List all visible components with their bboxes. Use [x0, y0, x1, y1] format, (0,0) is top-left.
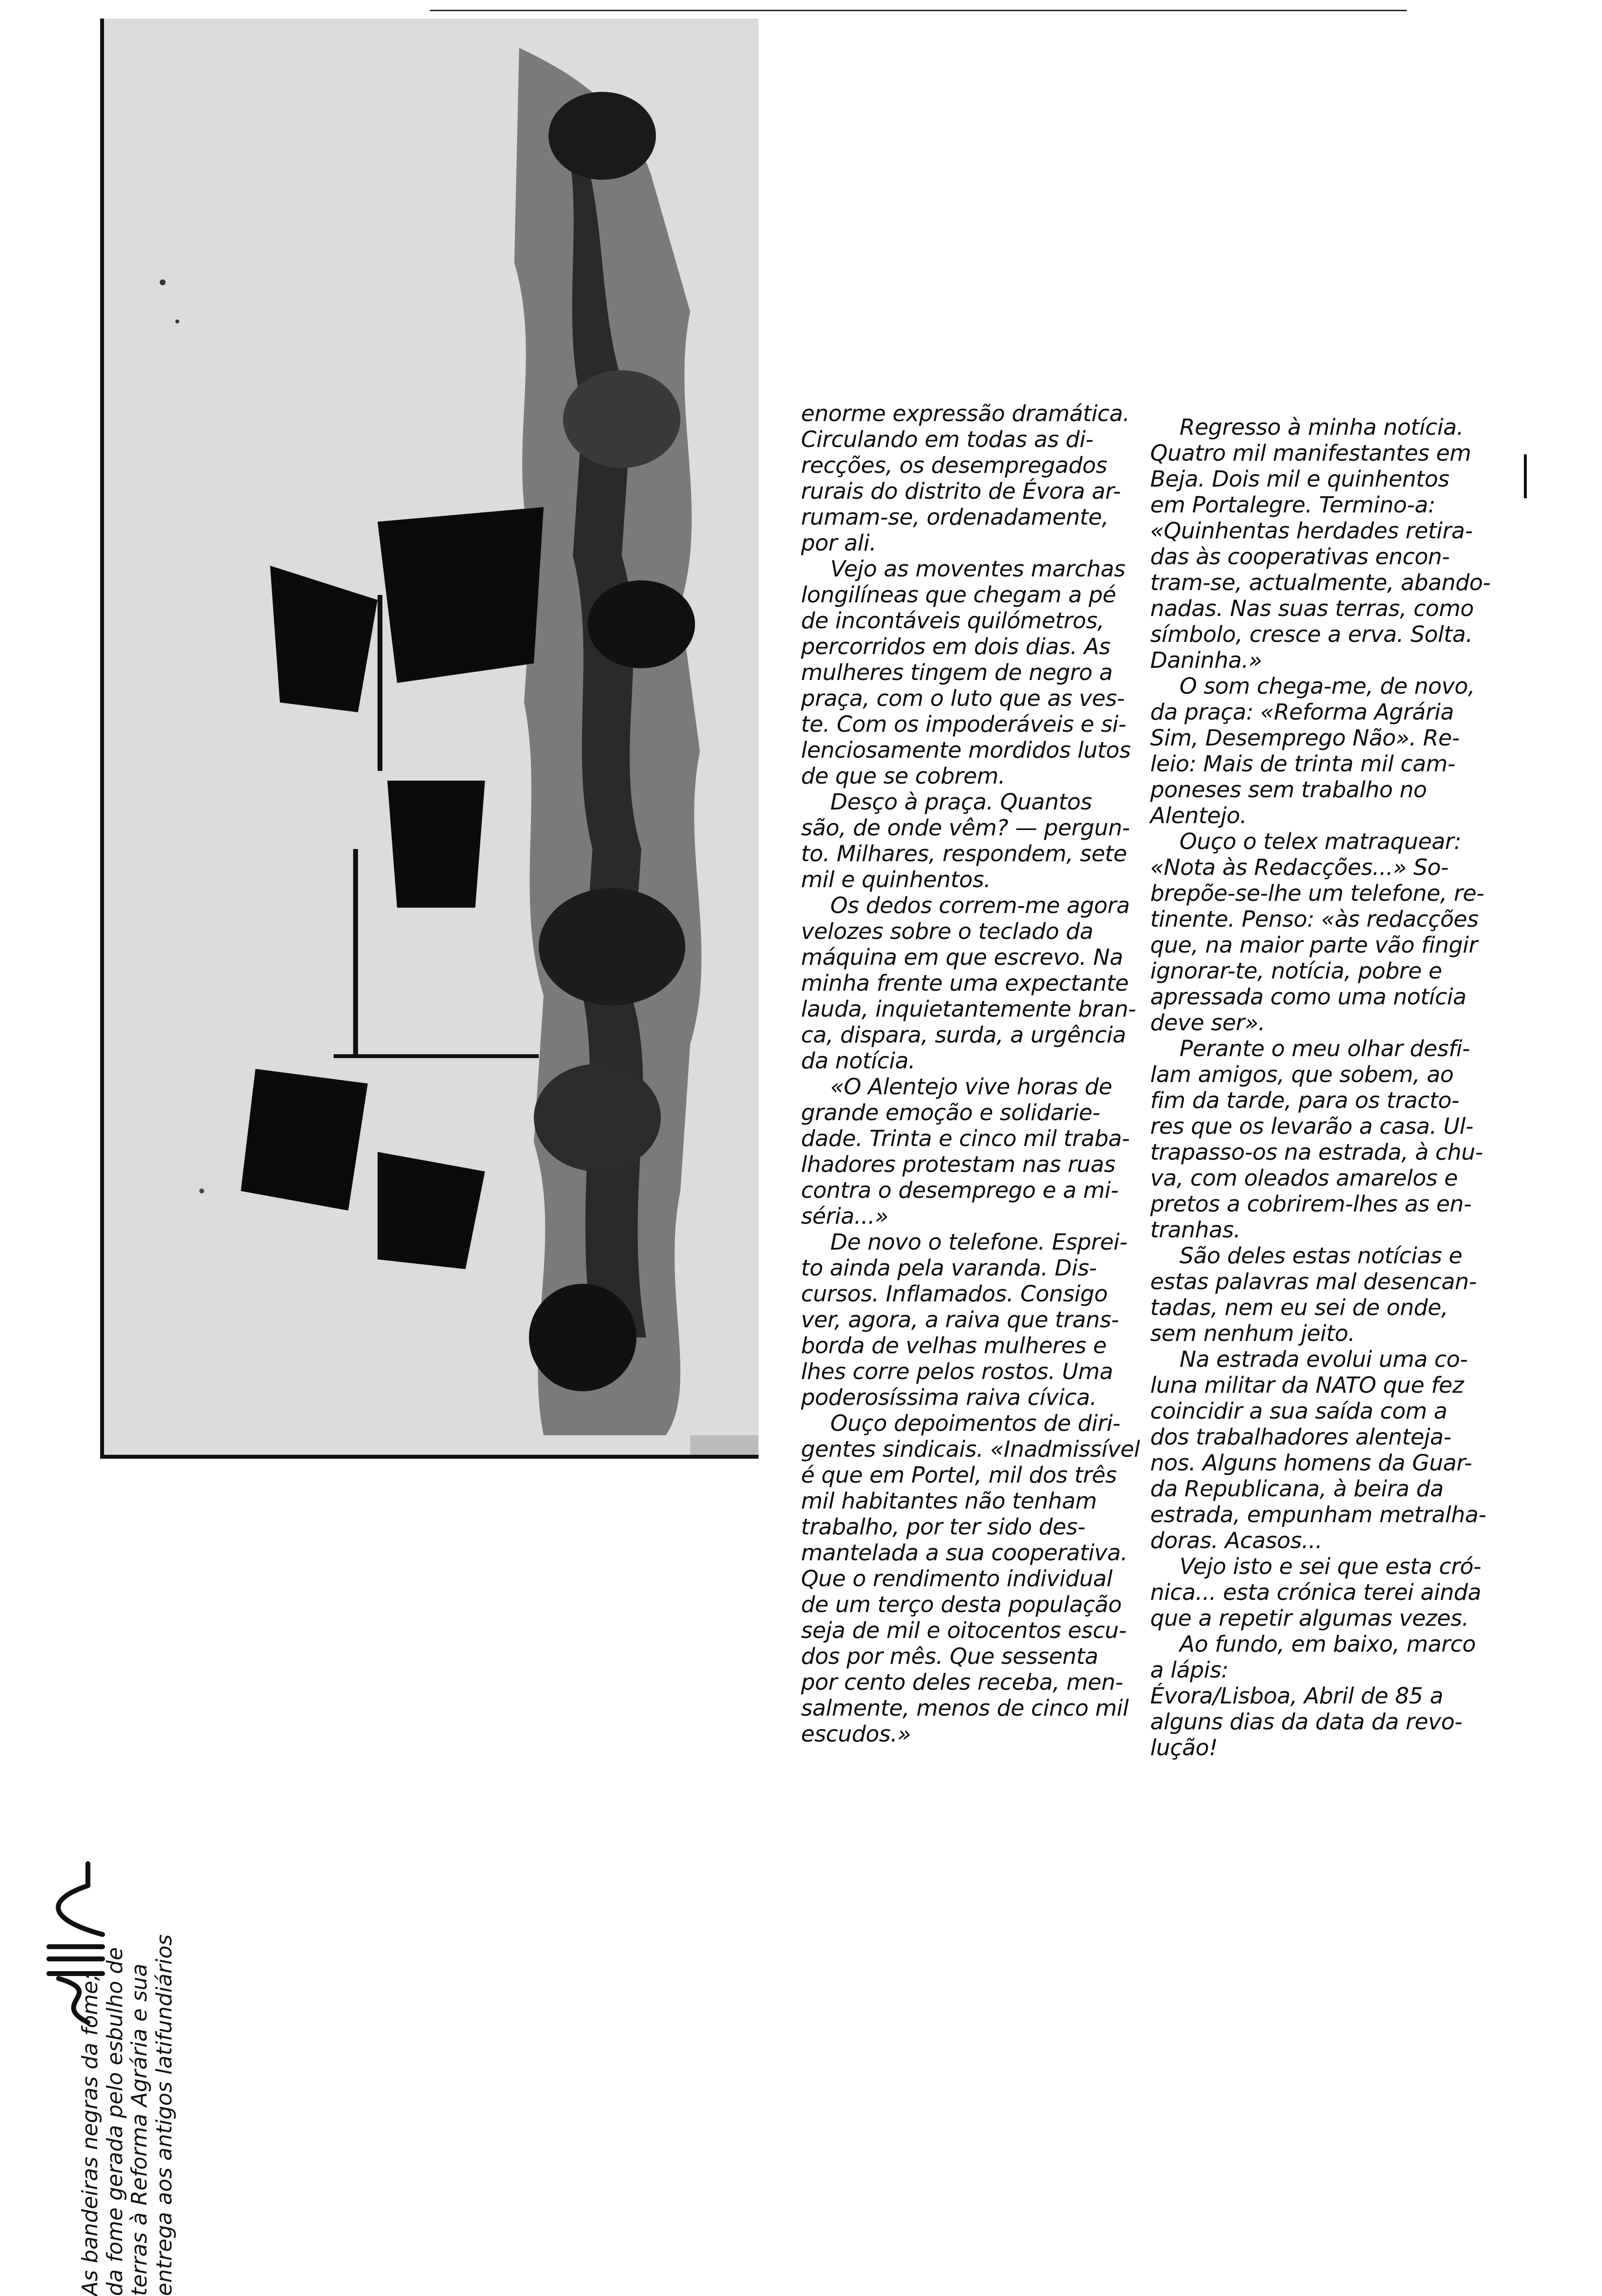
caption-line: terras à Reforma Agrária e sua — [127, 1963, 152, 2296]
text-line: alguns dias da data da revo- — [1150, 1709, 1462, 1735]
text-line: de um terço desta população — [801, 1592, 1122, 1617]
caption-line: da fome gerada pelo esbulho de — [102, 1947, 127, 2296]
text-line: fim da tarde, para os tracto- — [1150, 1087, 1459, 1113]
text-line: São deles estas notícias e — [1180, 1243, 1462, 1269]
text-line: Vejo isto e sei que esta cró- — [1180, 1553, 1481, 1579]
text-line: minha frente uma expectante — [801, 970, 1129, 996]
text-line: tram-se, actualmente, abando- — [1150, 570, 1491, 595]
caption-line: entrega aos antigos latifundiários — [151, 1934, 177, 2296]
text-line: Os dedos correm-me agora — [830, 893, 1130, 918]
text-line: velozes sobre o teclado da — [801, 918, 1094, 944]
text-line: mantelada a sua cooperativa. — [801, 1540, 1128, 1566]
text-line: tadas, nem eu sei de onde, — [1150, 1295, 1448, 1320]
article-column-1 — [801, 401, 1143, 1747]
text-line: são, de onde vêm? — pergun- — [801, 815, 1130, 841]
text-line: Que o rendimento individual — [801, 1566, 1113, 1592]
text-line: sem nenhum jeito. — [1150, 1320, 1355, 1346]
text-line: estrada, empunham metralha- — [1150, 1502, 1486, 1528]
text-line: por ali. — [801, 530, 877, 556]
text-line: «Nota às Redacções...» So- — [1150, 854, 1449, 880]
caption-line: As bandeiras negras da fome; — [78, 1974, 103, 2296]
text-line: em Portalegre. Termino-a: — [1150, 492, 1435, 518]
text-line: gentes sindicais. «Inadmissível — [801, 1436, 1140, 1462]
scan-line-top — [430, 10, 1407, 11]
text-line: Sim, Desemprego Não». Re- — [1150, 725, 1460, 751]
text-line: é que em Portel, mil dos três — [801, 1462, 1117, 1488]
text-line: lhadores protestam nas ruas — [801, 1151, 1116, 1177]
text-line: de que se cobrem. — [801, 763, 1006, 789]
text-line: nica... esta crónica terei ainda — [1150, 1579, 1481, 1605]
text-line: que a repetir algumas vezes. — [1150, 1605, 1469, 1631]
text-line: O som chega-me, de novo, — [1180, 673, 1475, 699]
text-line: brepõe-se-lhe um telefone, re- — [1150, 880, 1484, 906]
text-line: poneses sem trabalho no — [1150, 777, 1427, 803]
text-line: va, com oleados amarelos e — [1150, 1165, 1458, 1191]
text-line: dos trabalhadores alenteja- — [1150, 1424, 1452, 1450]
text-line: das às cooperativas encon- — [1150, 544, 1450, 570]
text-line: séria...» — [801, 1203, 888, 1229]
text-line: da Republicana, à beira da — [1150, 1476, 1444, 1502]
text-line: Perante o meu olhar desfi- — [1180, 1036, 1470, 1062]
text-line: Quatro mil manifestantes em — [1150, 440, 1471, 466]
text-line: ignorar-te, notícia, pobre e — [1150, 958, 1442, 984]
text-line: da praça: «Reforma Agrária — [1150, 699, 1454, 725]
text-line: Regresso à minha notícia. — [1180, 414, 1464, 440]
text-line: rurais do distrito de Évora ar- — [801, 478, 1121, 504]
text-line: apressada como uma notícia — [1150, 984, 1467, 1010]
text-line: to. Milhares, respondem, sete — [801, 841, 1127, 867]
text-line: dos por mês. Que sessenta — [801, 1643, 1098, 1669]
text-line: de incontáveis quilómetros, — [801, 608, 1104, 634]
text-line: De novo o telefone. Esprei- — [830, 1229, 1128, 1255]
text-line: doras. Acasos... — [1150, 1528, 1323, 1553]
text-line: Ao fundo, em baixo, marco — [1180, 1631, 1476, 1657]
text-line: dade. Trinta e cinco mil traba- — [801, 1126, 1130, 1151]
text-line: lenciosamente mordidos lutos — [801, 737, 1131, 763]
text-line: deve ser». — [1150, 1010, 1265, 1036]
text-line: Na estrada evolui uma co- — [1180, 1346, 1468, 1372]
text-line: res que os levarão a casa. Ul- — [1150, 1113, 1474, 1139]
text-line: símbolo, cresce a erva. Solta. — [1150, 621, 1473, 647]
text-line: salmente, menos de cinco mil — [801, 1695, 1129, 1721]
text-line: «O Alentejo vive horas de — [830, 1074, 1112, 1100]
text-line: tranhas. — [1150, 1217, 1241, 1243]
text-line: ca, dispara, surda, a urgência — [801, 1022, 1126, 1048]
text-line: te. Com os impoderáveis e si- — [801, 711, 1126, 737]
text-line: lhes corre pelos rostos. Uma — [801, 1359, 1113, 1384]
text-line: lução! — [1150, 1735, 1218, 1761]
text-line: trapasso-os na estrada, à chu- — [1150, 1139, 1483, 1165]
text-line: Ouço depoimentos de diri- — [830, 1410, 1120, 1436]
text-line: percorridos em dois dias. As — [801, 634, 1111, 659]
text-line: lauda, inquietantemente bran- — [801, 996, 1136, 1022]
text-line: praça, com o luto que as ves- — [801, 685, 1125, 711]
text-line: nadas. Nas suas terras, como — [1150, 595, 1474, 621]
text-line: estas palavras mal desencan- — [1150, 1269, 1477, 1295]
text-line: escudos.» — [801, 1721, 911, 1747]
text-line: longilíneas que chegam a pé — [801, 582, 1116, 608]
text-line: trabalho, por ter sido des- — [801, 1514, 1086, 1540]
photo-protest-flags-icon — [104, 19, 759, 1455]
text-line: Ouço o telex matraquear: — [1180, 829, 1461, 854]
margin-mark — [1524, 454, 1527, 498]
text-line: pretos a cobrirem-lhes as en- — [1150, 1191, 1472, 1217]
text-line: por cento deles receba, men- — [801, 1669, 1123, 1695]
text-line: Daninha.» — [1150, 647, 1262, 673]
press-photo — [100, 19, 759, 1459]
handwritten-signature-icon — [29, 1856, 117, 2032]
text-line: ver, agora, a raiva que trans- — [801, 1307, 1119, 1333]
text-line: grande emoção e solidarie- — [801, 1100, 1100, 1126]
text-line: Vejo as moventes marchas — [830, 556, 1126, 582]
text-line: borda de velhas mulheres e — [801, 1333, 1107, 1359]
article-column-2 — [1150, 414, 1526, 1761]
text-line: da notícia. — [801, 1048, 915, 1074]
text-line: nos. Alguns homens da Guar- — [1150, 1450, 1472, 1476]
text-line: Alentejo. — [1150, 803, 1247, 829]
text-line: contra o desemprego e a mi- — [801, 1177, 1118, 1203]
handwritten-signature — [29, 1856, 117, 2032]
text-line: a lápis: — [1150, 1657, 1229, 1683]
text-line: Évora/Lisboa, Abril de 85 a — [1150, 1683, 1443, 1709]
text-line: mil habitantes não tenham — [801, 1488, 1097, 1514]
text-line: recções, os desempregados — [801, 452, 1107, 478]
text-line: lam amigos, que sobem, ao — [1150, 1062, 1454, 1087]
text-line: seja de mil e oitocentos escu- — [801, 1617, 1127, 1643]
text-line: leio: Mais de trinta mil cam- — [1150, 751, 1455, 777]
text-line: Beja. Dois mil e quinhentos — [1150, 466, 1450, 492]
text-line: enorme expressão dramática. — [801, 401, 1130, 426]
text-line: que, na maior parte vão fingir — [1150, 932, 1478, 958]
text-line: Circulando em todas as di- — [801, 426, 1094, 452]
text-line: rumam-se, ordenadamente, — [801, 504, 1109, 530]
text-line: coincidir a sua saída com a — [1150, 1398, 1448, 1424]
text-line: cursos. Inflamados. Consigo — [801, 1281, 1108, 1307]
text-line: mil e quinhentos. — [801, 867, 991, 893]
text-line: poderosíssima raiva cívica. — [801, 1384, 1097, 1410]
text-line: máquina em que escrevo. Na — [801, 944, 1123, 970]
text-line: mulheres tingem de negro a — [801, 659, 1113, 685]
text-line: to ainda pela varanda. Dis- — [801, 1255, 1097, 1281]
text-line: luna militar da NATO que fez — [1150, 1372, 1464, 1398]
text-line: Desço à praça. Quantos — [830, 789, 1092, 815]
text-line: tinente. Penso: «às redacções — [1150, 906, 1479, 932]
text-line: «Quinhentas herdades retira- — [1150, 518, 1473, 544]
